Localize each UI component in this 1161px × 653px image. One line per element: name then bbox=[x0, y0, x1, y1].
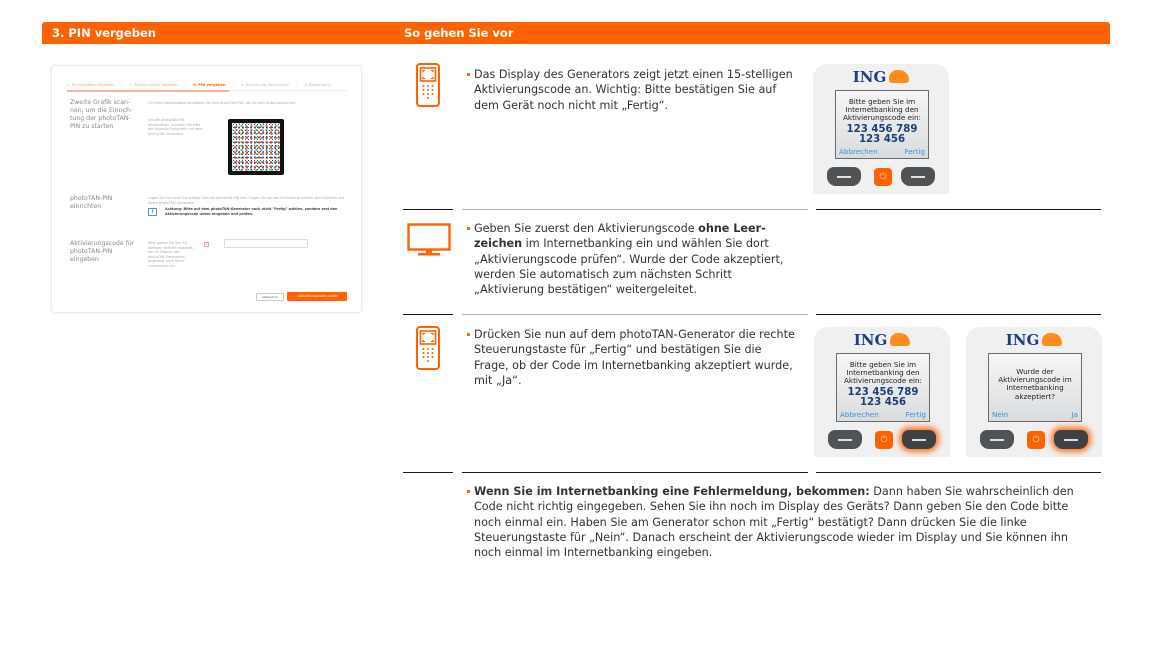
ing-logo: ING bbox=[813, 68, 949, 86]
bullet-icon bbox=[467, 490, 470, 493]
power-icon: ⏻ bbox=[875, 431, 893, 449]
device-screen: Bitte geben Sie im Internetbanking den Aktivierungscode ein: 123 456 789 123 456 Abbrechen Fertig bbox=[835, 90, 929, 159]
bullet-icon bbox=[467, 73, 470, 76]
scan-hint-text: Um die photoTAN-PIN einzurichten, scannen Sie bitte die folgende Farbgrafik mit dem photoTAN-Generator. bbox=[148, 118, 203, 136]
device-screen: Bitte geben Sie im Internetbanking den Aktivierungscode ein: 123 456 789 123 456 Abbrechen Fertig bbox=[836, 353, 930, 422]
divider bbox=[462, 472, 808, 473]
power-icon: ⏻ bbox=[1027, 431, 1045, 449]
bullet-icon bbox=[467, 227, 470, 230]
divider bbox=[462, 209, 808, 210]
right-control-key-highlighted bbox=[902, 430, 936, 449]
progress-steps: 1. Ermittlsdaten eingeben | 2. Seriennummer auslesen | 3. PIN vergeben | 4. Aktivierung abschließen | 5. Bestätigung bbox=[67, 83, 331, 87]
step-3-text: Drücken Sie nun auf dem photoTAN-Generator die rechte Steuerungstaste für „Fertig“ und bestätigen Sie die Frage, ob der Code im Internetbanking akzeptiert wurde, mit „Ja“. bbox=[474, 327, 799, 388]
error-icon: × bbox=[205, 242, 208, 246]
activation-code-input[interactable] bbox=[224, 239, 308, 248]
divider bbox=[816, 472, 1101, 473]
error-message-note: Wenn Sie im Internetbanking eine Fehlermeldung, bekommen: Dann haben Sie wahrscheinlich den Code nicht richtig eingegeben. Sehen Sie ihn noch im Display des Geräts? Dann geben Sie den Code bitte noch einmal ein. Haben Sie am Generator schon mit „Fertig“ bestätigt? Dann drücken Sie die linke Steuerungstaste für „Nein“. Danach erscheint der Aktivierungscode wieder im Display und Sie können ihn noch einmal im Internetbanking eingeben. bbox=[474, 484, 1074, 560]
check-activation-code-button[interactable]: › Aktivierungscode prüfen bbox=[287, 292, 347, 301]
right-control-key bbox=[901, 167, 935, 186]
scan-intro-text: Für Ihren Kontozugang benötigen Sie eine photoTAN-PIN, die Sie sich selbst aussuchen. bbox=[148, 101, 297, 105]
divider bbox=[403, 314, 453, 315]
activation-code-title: Aktivierungscode für photoTAN-PIN eingeben bbox=[70, 240, 135, 263]
power-icon: ⏻ bbox=[874, 168, 892, 186]
generator-device-confirm bbox=[966, 327, 1102, 457]
progress-step-4: 4. Aktivierung abschließen bbox=[241, 83, 290, 87]
internetbanking-screenshot bbox=[51, 65, 362, 313]
progress-step-3: 3. PIN vergeben bbox=[193, 83, 226, 87]
phototan-generator-icon bbox=[416, 63, 440, 107]
divider bbox=[462, 314, 808, 315]
progress-step-1: 1. Ermittlsdaten eingeben bbox=[67, 83, 114, 87]
left-control-key bbox=[828, 430, 862, 449]
step-1-text: Das Display des Generators zeigt jetzt einen 15-stelligen Aktivierungscode an. Wichtig: Bitte bestätigen Sie auf dem Gerät noch nicht mit „Fertig“. bbox=[474, 67, 799, 113]
phototan-generator-icon bbox=[416, 326, 440, 370]
section-title-pin: 3. PIN vergeben bbox=[52, 26, 156, 40]
monitor-icon bbox=[407, 223, 451, 257]
divider bbox=[403, 472, 453, 473]
activation-code-hint: Bitte geben Sie den 15-stelligen Aktivierungscode, der im Display des photoTAN-Generators angezeigt wird, ohne Leerzeichen ein. bbox=[148, 241, 194, 268]
pin-setup-title: photoTAN-PIN einrichten bbox=[70, 195, 113, 210]
warning-text: Achtung: Bitte auf dem photoTAN-Generator noch nicht "Fertig" wählen, sondern erst den Aktivierungscode unten eingeben und prüfen. bbox=[165, 207, 338, 216]
cancel-button[interactable]: Abbrechen bbox=[256, 293, 284, 301]
scan-graphic-title: Zweite Grafik scan-nen, um die Einrich-tung der photoTAN-PIN zu starten bbox=[70, 99, 133, 130]
generator-device-fertig bbox=[814, 327, 950, 457]
bullet-icon bbox=[467, 333, 470, 336]
divider bbox=[816, 209, 1101, 210]
pin-setup-text: Legen Sie nun eine 5-8-stellige Zahl als photoTAN-PIN fest. Folgen Sie bei der Einrichtung einfach den Schritten auf Ihrem photoTAN-Generator. bbox=[148, 196, 344, 205]
divider bbox=[403, 209, 453, 210]
right-control-key-highlighted bbox=[1054, 430, 1088, 449]
device-screen: Wurde der Aktivierungscode im Internetbanking akzeptiert? Nein Ja bbox=[988, 353, 1082, 422]
progress-bar-done bbox=[67, 90, 229, 92]
step-2-text: Geben Sie zuerst den Aktivierungscode ohne Leer-zeichen im Internetbanking ein und wählen Sie dort „Aktivierungscode prüfen“. Wurde der Code akzeptiert, werden Sie automatisch zum nächsten Schritt „Aktivierung bestätigen“ weitergeleitet. bbox=[474, 221, 804, 297]
ing-logo: ING bbox=[814, 331, 950, 349]
section-title-instructions: So gehen Sie vor bbox=[404, 26, 514, 40]
left-control-key bbox=[827, 167, 861, 186]
lion-icon bbox=[889, 70, 909, 83]
divider bbox=[816, 314, 1101, 315]
info-icon: i bbox=[148, 208, 157, 216]
generator-device-code-display bbox=[813, 64, 949, 194]
phototan-color-graphic bbox=[228, 119, 284, 175]
progress-bar-todo bbox=[229, 90, 347, 91]
left-control-key bbox=[980, 430, 1014, 449]
progress-step-5: 5. Bestätigung bbox=[304, 83, 331, 87]
lion-icon bbox=[890, 333, 910, 346]
lion-icon bbox=[1042, 333, 1062, 346]
ing-logo: ING bbox=[966, 331, 1102, 349]
section-header-bar bbox=[42, 22, 1110, 44]
progress-step-2: 2. Seriennummer auslesen bbox=[129, 83, 178, 87]
